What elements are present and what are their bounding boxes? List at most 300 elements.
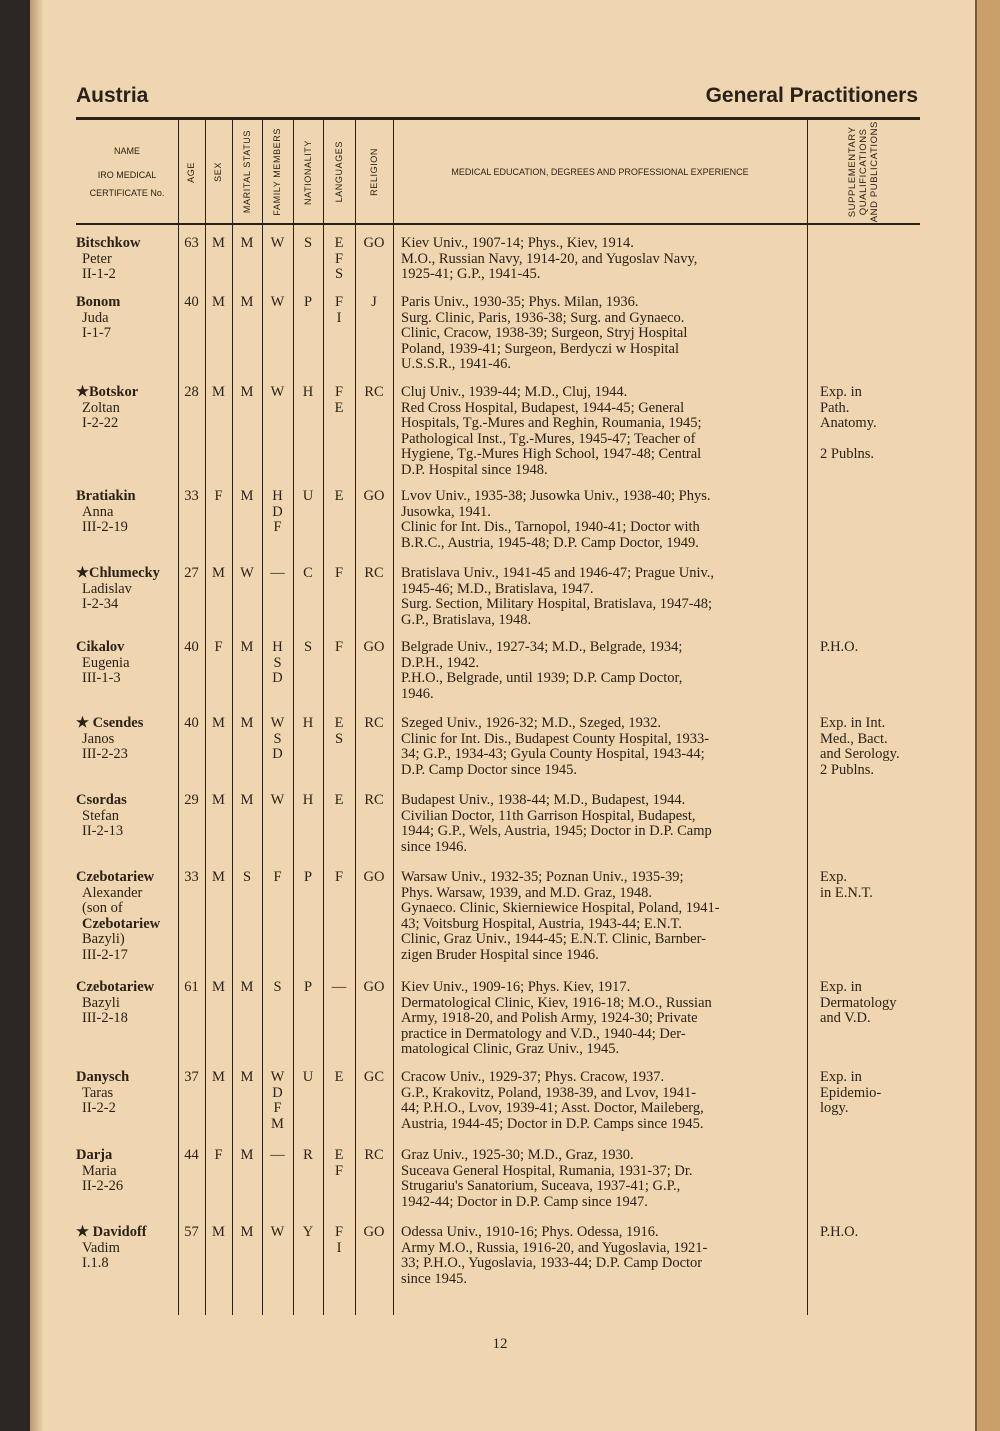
- col-age-label: AGE: [186, 161, 196, 183]
- name-line: III-2-17: [82, 946, 128, 963]
- education-cell: [401, 870, 801, 964]
- supplementary-cell: [820, 1070, 930, 1117]
- name-line: Stefan: [82, 807, 120, 824]
- practitioner-name: [76, 1148, 178, 1195]
- nationality-cell: U: [302, 488, 314, 504]
- family-cell: [262, 295, 293, 311]
- languages-cell: [323, 385, 355, 416]
- nationality-cell: C: [303, 565, 313, 581]
- education-line: Jusowka, 1941.: [401, 503, 491, 520]
- languages-code: E: [334, 399, 344, 416]
- practitioner-name: [76, 566, 178, 613]
- education-line: 33; P.H.O., Yugoslavia, 1933-44; D.P. Camp Doctor: [401, 1255, 703, 1272]
- surname: Bitschkow: [76, 235, 141, 251]
- education-line: Warsaw Univ., 1932-35; Poznan Univ., 1935-39;: [401, 869, 684, 885]
- practitioner-name: [76, 1225, 178, 1272]
- col-header-name: [76, 120, 178, 224]
- supplementary-cell: [820, 870, 930, 901]
- name-line: I-2-22: [82, 415, 119, 432]
- religion-cell: GO: [363, 869, 385, 885]
- age-cell: 37: [184, 1069, 199, 1085]
- name-line: Vadim: [82, 1239, 120, 1256]
- family-code: H: [272, 639, 283, 655]
- family-code: W: [270, 715, 285, 731]
- family-cell: [262, 870, 293, 886]
- languages-code: S: [334, 266, 344, 283]
- education-line: 1942-44; Doctor in D.P. Camp since 1947.: [401, 1193, 648, 1210]
- education-cell: [401, 1225, 801, 1287]
- nationality-cell: P: [303, 979, 313, 995]
- education-line: Civilian Doctor, 11th Garrison Hospital, Budapest,: [401, 807, 696, 824]
- family-cell: [262, 566, 293, 582]
- education-cell: [401, 385, 801, 479]
- languages-cell: [323, 1148, 355, 1179]
- languages-code: F: [334, 869, 344, 885]
- religion-cell: GC: [363, 1069, 385, 1085]
- languages-code: S: [334, 730, 344, 747]
- nationality-cell: P: [303, 294, 313, 310]
- supplementary-line: in E.N.T.: [820, 884, 873, 901]
- languages-code: E: [334, 1069, 344, 1085]
- col-supp-label-3: AND PUBLICATIONS: [869, 121, 880, 223]
- sex-cell: M: [212, 979, 225, 995]
- family-code: H: [272, 488, 283, 504]
- supplementary-line: Exp. in: [820, 1069, 862, 1085]
- education-line: Hospitals, Tg.-Mures and Reghin, Roumania, 1945;: [401, 415, 702, 432]
- surname: ★ Csendes: [76, 715, 144, 731]
- surname: ★ Davidoff: [76, 1224, 147, 1240]
- sex-cell: M: [212, 715, 225, 731]
- practitioner-name: [76, 385, 178, 432]
- practitioner-name: [76, 870, 178, 964]
- age-cell: 61: [184, 979, 199, 995]
- age-cell: 40: [184, 715, 199, 731]
- supplementary-line: [820, 432, 930, 448]
- family-code: F: [273, 869, 282, 885]
- languages-code: F: [334, 384, 344, 400]
- supplementary-line: P.H.O.: [820, 639, 859, 655]
- family-code: S: [273, 730, 282, 747]
- religion-cell: RC: [364, 715, 384, 731]
- name-line: (son of: [82, 900, 123, 917]
- surname: Czebotariew: [76, 869, 155, 885]
- education-line: Clinic for Int. Dis., Tarnopol, 1940-41; Doctor with: [401, 519, 700, 536]
- marital-cell: S: [242, 869, 252, 885]
- sex-cell: M: [212, 294, 225, 310]
- col-header-marital: [232, 120, 262, 224]
- family-cell: [262, 980, 293, 996]
- nationality-cell: S: [303, 639, 313, 655]
- col-header-religion: [355, 120, 393, 224]
- supplementary-line: and Serology.: [820, 746, 900, 763]
- sex-cell: F: [214, 639, 223, 655]
- category-heading: General Practitioners: [705, 84, 918, 107]
- languages-code: E: [334, 235, 344, 251]
- family-code: W: [270, 294, 285, 310]
- family-cell: [262, 236, 293, 252]
- education-line: matological Clinic, Graz Univ., 1945.: [401, 1041, 620, 1058]
- name-line: Zoltan: [82, 399, 120, 416]
- age-cell: 57: [184, 1224, 199, 1240]
- languages-code: E: [334, 488, 344, 504]
- practitioner-name: [76, 295, 178, 342]
- family-cell: [262, 489, 293, 536]
- marital-cell: M: [240, 639, 254, 655]
- sex-cell: M: [212, 792, 225, 808]
- languages-code: F: [334, 1224, 344, 1240]
- languages-cell: [323, 640, 355, 656]
- name-line: Peter: [82, 250, 112, 267]
- practitioner-name: [76, 716, 178, 763]
- surname: Danysch: [76, 1069, 130, 1085]
- name-line: Czebotariew: [82, 915, 161, 932]
- marital-cell: M: [240, 294, 254, 310]
- supplementary-line: Exp.: [820, 869, 847, 885]
- age-cell: 28: [184, 384, 199, 400]
- supplementary-line: Exp. in: [820, 979, 862, 995]
- surname: Csordas: [76, 792, 127, 808]
- education-line: Odessa Univ., 1910-16; Phys. Odessa, 1916.: [401, 1224, 659, 1240]
- family-code: —: [270, 565, 285, 581]
- religion-cell: RC: [364, 1147, 384, 1163]
- supplementary-line: P.H.O.: [820, 1224, 859, 1240]
- name-line: Anna: [82, 503, 114, 520]
- surname: Darja: [76, 1147, 113, 1163]
- languages-code: —: [331, 979, 347, 995]
- education-cell: [401, 566, 801, 628]
- education-line: 1946.: [401, 685, 434, 702]
- country-heading: Austria: [76, 84, 149, 107]
- supplementary-line: Path.: [820, 399, 850, 416]
- education-line: G.P., Bratislava, 1948.: [401, 611, 532, 628]
- education-line: zigen Bruder Hospital since 1946.: [401, 946, 599, 963]
- education-line: 34; G.P., 1934-43; Gyula County Hospital, 1943-44;: [401, 746, 705, 763]
- family-cell: [262, 1070, 293, 1132]
- family-code: S: [273, 654, 282, 671]
- age-cell: 44: [184, 1147, 199, 1163]
- col-supp-label-2: QUALIFICATIONS: [858, 128, 869, 216]
- languages-cell: [323, 566, 355, 582]
- languages-cell: [323, 716, 355, 747]
- marital-cell: M: [240, 1224, 254, 1240]
- practitioner-name: [76, 980, 178, 1027]
- marital-cell: M: [240, 384, 254, 400]
- sex-cell: M: [212, 1224, 225, 1240]
- name-line: III-1-3: [82, 670, 121, 687]
- education-line: Paris Univ., 1930-35; Phys. Milan, 1936.: [401, 294, 639, 310]
- languages-code: F: [334, 565, 344, 581]
- marital-cell: M: [240, 792, 254, 808]
- education-line: G.P., Krakovitz, Poland, 1938-39, and Lvov, 1941-: [401, 1084, 697, 1101]
- education-cell: [401, 980, 801, 1058]
- col-religion-label: RELIGION: [368, 148, 379, 196]
- age-cell: 40: [184, 639, 199, 655]
- surname: Czebotariew: [76, 979, 155, 995]
- family-code: W: [270, 792, 285, 808]
- education-line: Surg. Clinic, Paris, 1936-38; Surg. and Gynaeco.: [401, 309, 685, 326]
- column-divider: [807, 120, 808, 1315]
- name-line: Juda: [82, 309, 109, 326]
- family-code: W: [270, 1224, 285, 1240]
- education-line: Surg. Section, Military Hospital, Bratislava, 1947-48;: [401, 596, 713, 613]
- supplementary-cell: [820, 1225, 930, 1241]
- age-cell: 29: [184, 792, 199, 808]
- nationality-cell: P: [303, 869, 313, 885]
- languages-code: F: [334, 1162, 344, 1179]
- col-cert-label-1: IRO MEDICAL: [97, 170, 157, 180]
- col-header-nationality: [293, 120, 323, 224]
- education-line: D.P.H., 1942.: [401, 654, 480, 671]
- education-line: Bratislava Univ., 1941-45 and 1946-47; Prague Univ.,: [401, 565, 715, 581]
- education-line: Cracow Univ., 1929-37; Phys. Cracow, 1937.: [401, 1069, 665, 1085]
- family-code: M: [271, 1115, 284, 1132]
- name-line: Bazyli): [82, 931, 125, 948]
- religion-cell: GO: [363, 488, 385, 504]
- languages-code: I: [336, 1239, 342, 1256]
- binding-shadow: [30, 0, 44, 1431]
- age-cell: 33: [184, 869, 199, 885]
- header-bottom-rule: [76, 223, 920, 225]
- supplementary-line: 2 Publns.: [820, 446, 874, 463]
- name-line: Eugenia: [82, 654, 130, 671]
- education-line: Red Cross Hospital, Budapest, 1944-45; General: [401, 399, 685, 416]
- age-cell: 63: [184, 235, 199, 251]
- education-line: Budapest Univ., 1938-44; M.D., Budapest, 1944.: [401, 792, 686, 808]
- name-line: II-2-26: [82, 1178, 124, 1195]
- family-code: F: [273, 1100, 282, 1117]
- nationality-cell: Y: [302, 1224, 314, 1240]
- education-line: Strugariu's Sanatorium, Suceava, 1937-41; G.P.,: [401, 1178, 681, 1195]
- religion-cell: RC: [364, 792, 384, 808]
- marital-cell: M: [240, 1147, 254, 1163]
- family-cell: [262, 793, 293, 809]
- education-line: P.H.O., Belgrade, until 1939; D.P. Camp Doctor,: [401, 670, 683, 687]
- nationality-cell: H: [302, 792, 314, 808]
- supplementary-line: Exp. in: [820, 384, 862, 400]
- education-line: Graz Univ., 1925-30; M.D., Graz, 1930.: [401, 1147, 634, 1163]
- languages-cell: [323, 793, 355, 809]
- family-code: —: [270, 1147, 285, 1163]
- col-header-sex: [205, 120, 232, 224]
- education-line: practice in Dermatology and V.D., 1940-44; Der-: [401, 1025, 686, 1042]
- education-line: Dermatological Clinic, Kiev, 1916-18; M.O., Russian: [401, 994, 712, 1011]
- family-cell: [262, 1148, 293, 1164]
- sex-cell: M: [212, 565, 225, 581]
- col-marital-label: MARITAL STATUS: [241, 130, 252, 214]
- practitioner-name: [76, 640, 178, 687]
- education-line: since 1945.: [401, 1270, 468, 1287]
- supplementary-cell: [820, 716, 930, 778]
- languages-cell: [323, 870, 355, 886]
- age-cell: 33: [184, 488, 199, 504]
- practitioner-name: [76, 1070, 178, 1117]
- education-cell: [401, 640, 801, 702]
- education-line: 44; P.H.O., Lvov, 1939-41; Asst. Doctor, Maileberg,: [401, 1100, 704, 1117]
- supplementary-line: Med., Bact.: [820, 730, 888, 747]
- education-line: Suceava General Hospital, Rumania, 1931-37; Dr.: [401, 1162, 693, 1179]
- col-sex-label: SEX: [213, 162, 223, 182]
- name-line: III-2-19: [82, 519, 128, 536]
- education-line: B.R.C., Austria, 1945-48; D.P. Camp Doctor, 1949.: [401, 534, 699, 551]
- col-header-education: [393, 120, 807, 224]
- religion-cell: RC: [364, 384, 384, 400]
- religion-cell: J: [371, 294, 377, 310]
- surname: Cikalov: [76, 639, 125, 655]
- education-line: Clinic, Graz Univ., 1944-45; E.N.T. Clinic, Barnber-: [401, 931, 706, 948]
- col-header-age: [178, 120, 205, 224]
- col-name-label: NAME: [113, 146, 140, 156]
- education-line: Gynaeco. Clinic, Skierniewice Hospital, Poland, 1941-: [401, 900, 720, 917]
- education-cell: [401, 236, 801, 283]
- surname: ★Chlumecky: [76, 565, 160, 581]
- name-line: II-2-2: [82, 1100, 116, 1117]
- education-line: Clinic for Int. Dis., Budapest County Hospital, 1933-: [401, 730, 710, 747]
- education-cell: [401, 295, 801, 373]
- education-line: Szeged Univ., 1926-32; M.D., Szeged, 1932.: [401, 715, 662, 731]
- education-cell: [401, 1070, 801, 1132]
- family-code: F: [273, 519, 282, 536]
- marital-cell: M: [240, 488, 254, 504]
- family-cell: [262, 385, 293, 401]
- education-line: Lvov Univ., 1935-38; Jusowka Univ., 1938-40; Phys.: [401, 488, 711, 504]
- education-line: Army, 1918-20, and Polish Army, 1924-30; Private: [401, 1010, 698, 1027]
- supplementary-line: logy.: [820, 1100, 849, 1117]
- languages-cell: [323, 1225, 355, 1256]
- nationality-cell: R: [303, 1147, 313, 1163]
- nationality-cell: U: [302, 1069, 314, 1085]
- name-line: Janos: [82, 730, 115, 747]
- education-cell: [401, 489, 801, 551]
- languages-code: I: [336, 309, 342, 326]
- religion-cell: GO: [363, 1224, 385, 1240]
- marital-cell: M: [240, 715, 254, 731]
- family-code: D: [272, 746, 283, 763]
- surname: Bratiakin: [76, 488, 136, 504]
- education-line: Phys. Warsaw, 1939, and M.D. Graz, 1948.: [401, 884, 652, 901]
- sex-cell: M: [212, 384, 225, 400]
- languages-cell: [323, 489, 355, 505]
- nationality-cell: H: [302, 384, 314, 400]
- education-line: U.S.S.R., 1941-46.: [401, 356, 511, 373]
- languages-code: E: [334, 715, 344, 731]
- religion-cell: RC: [364, 565, 384, 581]
- family-cell: [262, 640, 293, 687]
- languages-code: F: [334, 294, 344, 310]
- education-line: Army M.O., Russia, 1916-20, and Yugoslavia, 1921-: [401, 1239, 708, 1256]
- education-cell: [401, 1148, 801, 1210]
- sex-cell: F: [214, 488, 223, 504]
- col-header-family: [262, 120, 293, 224]
- family-code: W: [270, 1069, 285, 1085]
- name-line: III-2-23: [82, 746, 128, 763]
- languages-cell: [323, 236, 355, 283]
- supplementary-cell: [820, 980, 930, 1027]
- supplementary-line: 2 Publns.: [820, 761, 874, 778]
- header-top-rule: [76, 117, 920, 120]
- education-line: 1944; G.P., Wels, Austria, 1945; Doctor in D.P. Camp: [401, 823, 712, 840]
- next-page-edge: [975, 0, 1000, 1431]
- col-cert-label-2: CERTIFICATE No.: [89, 188, 165, 198]
- name-line: Ladislav: [82, 580, 132, 597]
- languages-code: F: [334, 250, 344, 267]
- name-line: II-2-13: [82, 823, 124, 840]
- education-line: Austria, 1944-45; Doctor in D.P. Camps since 1945.: [401, 1115, 704, 1132]
- education-line: Hygiene, Tg.-Mures High School, 1947-48; Central: [401, 446, 702, 463]
- family-cell: [262, 1225, 293, 1241]
- languages-code: F: [334, 639, 344, 655]
- education-line: Pathological Inst., Tg.-Mures, 1945-47; Teacher of: [401, 430, 696, 447]
- practitioner-name: [76, 236, 178, 283]
- supplementary-line: Dermatology: [820, 994, 897, 1011]
- supplementary-cell: [820, 640, 930, 656]
- supplementary-line: Epidemio-: [820, 1084, 882, 1101]
- age-cell: 40: [184, 294, 199, 310]
- religion-cell: GO: [363, 235, 385, 251]
- education-line: Kiev Univ., 1907-14; Phys., Kiev, 1914.: [401, 235, 634, 251]
- family-code: W: [270, 235, 285, 251]
- surname: Bonom: [76, 294, 121, 310]
- sex-cell: F: [214, 1147, 223, 1163]
- education-line: Belgrade Univ., 1927-34; M.D., Belgrade, 1934;: [401, 639, 683, 655]
- family-code: D: [272, 1084, 283, 1101]
- col-header-supp: [807, 120, 920, 224]
- family-code: S: [273, 979, 282, 995]
- marital-cell: M: [240, 235, 254, 251]
- sex-cell: M: [212, 1069, 225, 1085]
- marital-cell: M: [240, 979, 254, 995]
- family-code: D: [272, 503, 283, 520]
- name-line: Alexander: [82, 884, 143, 901]
- marital-cell: M: [240, 1069, 254, 1085]
- education-line: Cluj Univ., 1939-44; M.D., Cluj, 1944.: [401, 384, 628, 400]
- nationality-cell: H: [302, 715, 314, 731]
- col-education-label: MEDICAL EDUCATION, DEGREES AND PROFESSIONAL EXPERIENCE: [451, 167, 749, 177]
- family-code: D: [272, 670, 283, 687]
- education-line: M.O., Russian Navy, 1914-20, and Yugoslav Navy,: [401, 250, 698, 267]
- col-nationality-label: NATIONALITY: [302, 139, 313, 205]
- nationality-cell: S: [303, 235, 313, 251]
- col-family-label: FAMILY MEMBERS: [272, 128, 282, 216]
- education-line: 1925-41; G.P., 1941-45.: [401, 266, 541, 283]
- name-line: III-2-18: [82, 1010, 128, 1027]
- languages-cell: [323, 295, 355, 326]
- education-line: Poland, 1939-41; Surgeon, Berdyczi w Hospital: [401, 340, 680, 357]
- education-line: D.P. Camp Doctor since 1945.: [401, 761, 577, 778]
- education-line: 43; Voitsburg Hospital, Austria, 1943-44; E.N.T.: [401, 915, 682, 932]
- name-line: Taras: [82, 1084, 114, 1101]
- languages-cell: [323, 980, 355, 996]
- name-line: Bazyli: [82, 994, 120, 1011]
- marital-cell: W: [240, 565, 254, 581]
- sex-cell: M: [212, 235, 225, 251]
- name-line: I-1-7: [82, 325, 111, 342]
- name-line: II-1-2: [82, 266, 116, 283]
- col-supp-label-1: SUPPLEMENTARY: [847, 126, 858, 218]
- education-line: Clinic, Cracow, 1938-39; Surgeon, Stryj Hospital: [401, 325, 688, 342]
- surname: ★Botskor: [76, 384, 139, 400]
- name-line: Maria: [82, 1162, 117, 1179]
- col-header-languages: [323, 120, 355, 224]
- practitioner-name: [76, 793, 178, 840]
- name-line: I.1.8: [82, 1255, 109, 1272]
- family-cell: [262, 716, 293, 763]
- education-line: D.P. Hospital since 1948.: [401, 461, 548, 478]
- supplementary-line: Anatomy.: [820, 415, 877, 432]
- sex-cell: M: [212, 869, 225, 885]
- supplementary-cell: [820, 385, 930, 463]
- languages-code: E: [334, 1147, 344, 1163]
- languages-code: E: [334, 792, 344, 808]
